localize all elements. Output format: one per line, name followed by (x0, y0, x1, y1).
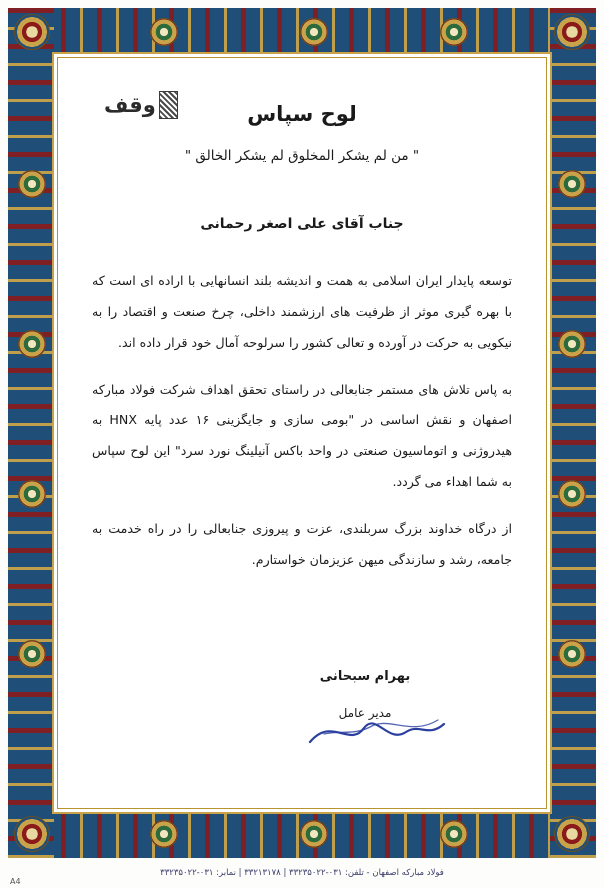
corner-rosette-top-left-icon (14, 14, 50, 50)
page-title: لوح سپاس (247, 102, 357, 126)
edge-medallion-icon (300, 18, 328, 46)
signature-block (260, 669, 470, 720)
handwritten-signature-icon (302, 708, 452, 754)
logo-wordmark: وقف (104, 93, 156, 117)
addressee-name: جناب آقای علی اصغر رحمانی (200, 216, 404, 232)
corner-rosette-bottom-left-icon (14, 816, 50, 852)
body-paragraph-2: به پاس تلاش های مستمر جنابعالی در راستای تحقق اهداف شرکت فولاد مبارکه اصفهان و نقش اساسی در "بومی سازی و جایگزینی ۱۶ عدد پایه HNX به هیدروژنی و اتوماسیون صنعتی در واحد باکس آنیلینگ نورد سرد" این لوح سپاس به شما اهداء می گردد. (92, 381, 513, 490)
body-paragraph-3: از درگاه خداوند بزرگ سربلندی، عزت و پیروزی جنابعالی را در راه خدمت به جامعه، رشد و سازندگی میهن عزیزمان خواستارم. (92, 520, 512, 567)
signatory-name: بهرام سبحانی (319, 669, 411, 684)
edge-medallion-icon (150, 18, 178, 46)
edge-medallion-icon (558, 480, 586, 508)
edge-medallion-icon (18, 640, 46, 668)
hadith-quote: " من لم یشکر المخلوق لم یشکر الخالق " (184, 148, 420, 164)
edge-medallion-icon (18, 170, 46, 198)
certificate-body (86, 266, 518, 576)
edge-medallion-icon (558, 330, 586, 358)
footer-contact: فولاد مبارکه اصفهان - تلفن: ۰۳۱-۳۳۲۳۵۰۲۲ | ۳۳۲۱۳۱۷۸ | نمابر: ۰۳۱-۳۳۲۳۵۰۲۲ (160, 868, 444, 878)
edge-medallion-icon (300, 820, 328, 848)
edge-medallion-icon (150, 820, 178, 848)
edge-medallion-icon (440, 820, 468, 848)
edge-medallion-icon (558, 170, 586, 198)
certificate-content (60, 60, 544, 806)
corner-rosette-top-right-icon (554, 14, 590, 50)
mosaic-logo-icon (159, 91, 178, 119)
body-paragraph-1: توسعه پایدار ایران اسلامی به همت و اندیشه بلند انسانهایی با اراده ای است که با بهره گیری موثر از ظرفیت های ارزشمند داخلی، چرخ صنعت و اقتصاد را به نیکویی به حرکت در آورده و تعالی کشور را سرلوحه آمال خود قرار داده اند. (92, 273, 512, 350)
corner-rosette-bottom-right-icon (554, 816, 590, 852)
footer-page-code: A4 (10, 877, 21, 886)
edge-medallion-icon (18, 480, 46, 508)
edge-medallion-icon (440, 18, 468, 46)
organization-logo (104, 90, 178, 120)
signatory-role: مدیر عامل (338, 706, 392, 720)
edge-medallion-icon (558, 640, 586, 668)
edge-medallion-icon (18, 330, 46, 358)
